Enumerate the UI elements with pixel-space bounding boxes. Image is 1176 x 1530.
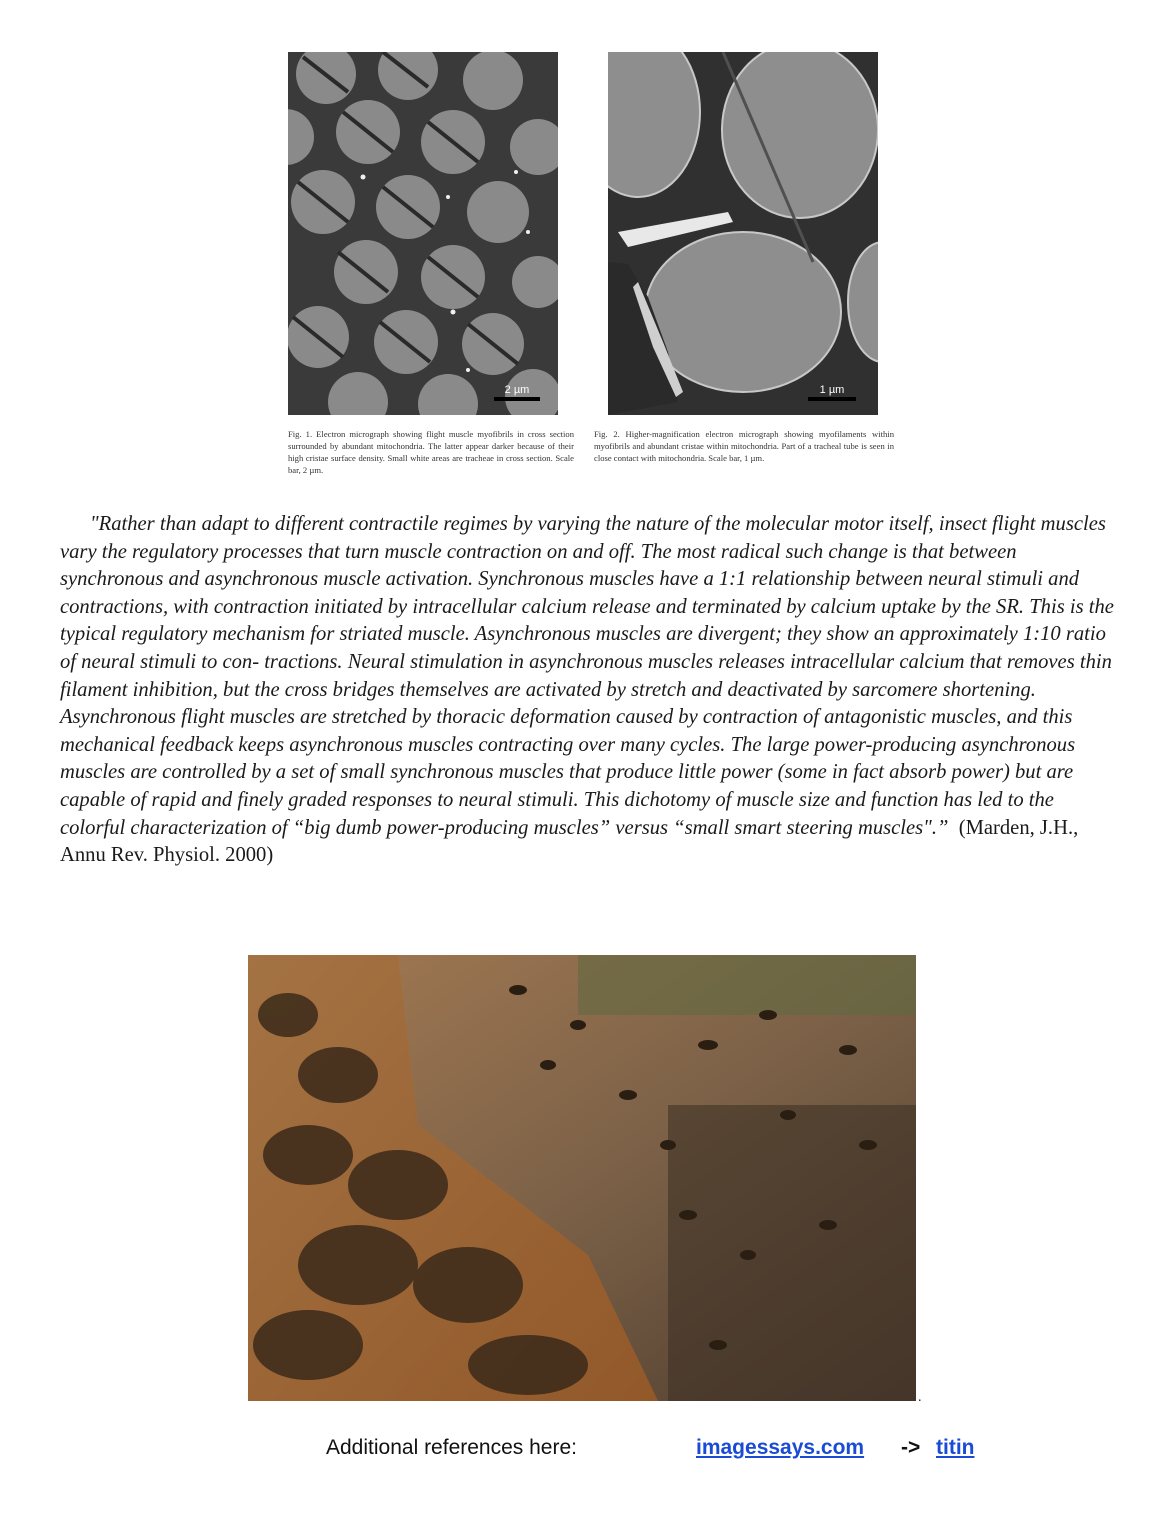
figure-1-micrograph [288, 52, 558, 415]
photo-trailing-mark: . [918, 1390, 922, 1405]
scale-bar-label: 1 µm [819, 384, 845, 396]
titin-link[interactable]: titin [936, 1436, 975, 1459]
scale-bar-1um [808, 384, 856, 401]
arrow-separator: -> [901, 1436, 921, 1459]
references-label: Additional references here: [326, 1436, 577, 1459]
quote-citation: (Marden, J.H., Annu Rev. Physiol. 2000) [60, 816, 1079, 867]
figure-2-micrograph [608, 52, 878, 415]
figure-2-caption: Fig. 2. Higher-magnification electron micrograph showing myofilaments within myofibrils and abundant cristae within mitochondria. Part of a tracheal tube is seen in close contact with mitochondria. Scale bar, 1 µm. [594, 429, 894, 463]
honeybee-swarm-photo [248, 955, 916, 1401]
figure-1-caption: Fig. 1. Electron micrograph showing flight muscle myofibrils in cross section surrounded by abundant mitochondria. The latter appear darker because of their high cristae surface density. Small white areas are tracheae in cross section. Scale bar, 2 µm. [288, 429, 574, 475]
scale-bar-2um [494, 384, 540, 401]
scale-bar-label: 2 µm [504, 384, 530, 396]
quote-block [60, 511, 1120, 870]
imagessays-link[interactable]: imagessays.com [696, 1436, 865, 1459]
quote-text: "Rather than adapt to different contractile regimes by varying the nature of the molecular motor itself, insect flight muscles vary the regulatory processes that turn muscle contraction on and off. The most radical such change is that between synchronous and asynchronous muscle activation. Synchronous muscles have a 1:1 relationship between neural stimuli and contractions, with contraction initiated by intracellular calcium release and terminated by calcium uptake by the SR. This is the typical regulatory mechanism for striated muscle. Asynchronous muscles are divergent; they show an approximately 1:10 ratio of neural stimuli to con- tractions. Neural stimulation in asynchronous muscles releases intracellular calcium that removes thin filament inhibition, but the cross bridges themselves are activated by stretch and deactivated by sarcomere shortening. Asynchronous flight muscles are stretched by thoracic deformation caused by contraction of antagonistic muscles, and this mechanical feedback keeps asynchronous muscles contracting over many cycles. The large power-producing asynchronous muscles are controlled by a set of small synchronous muscles that produce little power (some in fact absorb power) but are capable of rapid and finely graded responses to neural stimuli. This dichotomy of muscle size and function has led to the colorful characterization of “big dumb power-producing muscles” versus “small smart steering muscles".” [60, 513, 1114, 839]
